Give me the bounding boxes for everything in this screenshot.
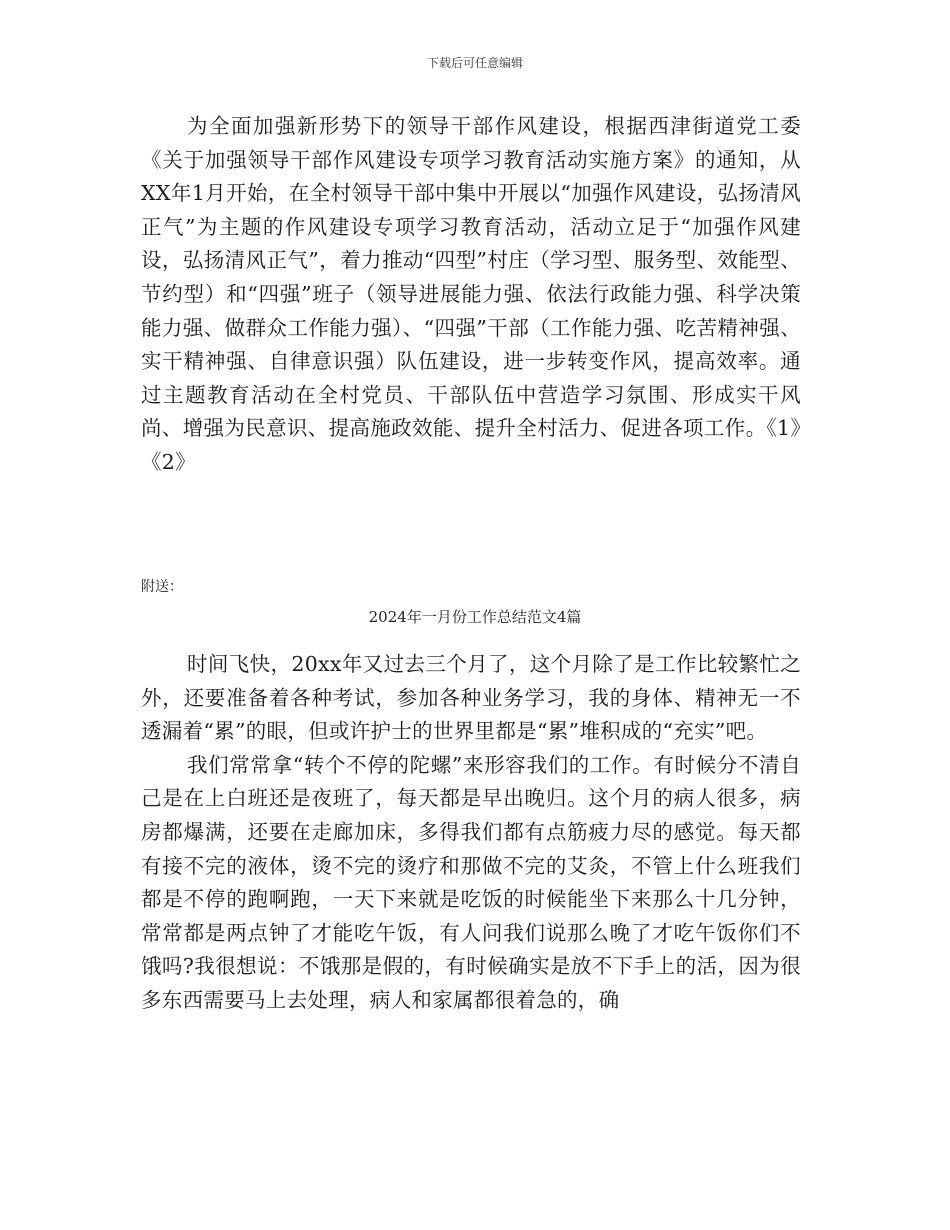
summary-paragraph-1: 时间飞快，20xx年又过去三个月了，这个月除了是工作比较繁忙之外，还要准备着各种考试，参加各种业务学习，我的身体、精神无一不透漏着“累”的眼，但或许护士的世界里都是“累”堆积成的“充实”吧。 bbox=[141, 652, 801, 744]
intro-section bbox=[141, 110, 801, 480]
appendix-label: 附送： bbox=[141, 579, 183, 595]
page-header: 下载后可任意编辑 bbox=[426, 56, 523, 70]
summary-section bbox=[141, 648, 801, 1018]
summary-paragraph-2: 我们常常拿“转个不停的陀螺”来形容我们的工作。有时候分不清自己是在上白班还是夜班了，每天都是早出晚归。这个月的病人很多，病房都爆满，还要在走廊加床，多得我们都有点筋疲力尽的感觉。每天都有接不完的液体，烫不完的烫疗和那做不完的艾灸，不管上什么班我们都是不停的跑啊跑，一天下来就是吃饭的时候能坐下来那么十几分钟，常常都是两点钟了才能吃午饭，有人问我们说那么晚了才吃午饭你们不饿吗?我很想说：不饿那是假的，有时候确实是放不下手上的活，因为很多东西需要马上去处理，病人和家属都很着急的，确 bbox=[141, 752, 801, 1012]
intro-paragraph: 为全面加强新形势下的领导干部作风建设，根据西津街道党工委《关于加强领导干部作风建设专项学习教育活动实施方案》的通知，从XX年1月开始，在全村领导干部中集中开展以“加强作风建设，弘扬清风正气”为主题的作风建设专项学习教育活动，活动立足于“加强作风建设，弘扬清风正气”，着力推动“四型”村庄（学习型、服务型、效能型、节约型）和“四强”班子（领导进展能力强、依法行政能力强、科学决策能力强、做群众工作能力强）、“四强”干部（工作能力强、吃苦精神强、实干精神强、自律意识强）队伍建设，进一步转变作风，提高效率。通过主题教育活动在全村党员、干部队伍中营造学习氛围、形成实干风尚、增强为民意识、提高施政效能、提升全村活力、促进各项工作。《1》《2》 bbox=[141, 114, 801, 474]
appendix-title: 2024年一月份工作总结范文4篇 bbox=[368, 608, 582, 626]
